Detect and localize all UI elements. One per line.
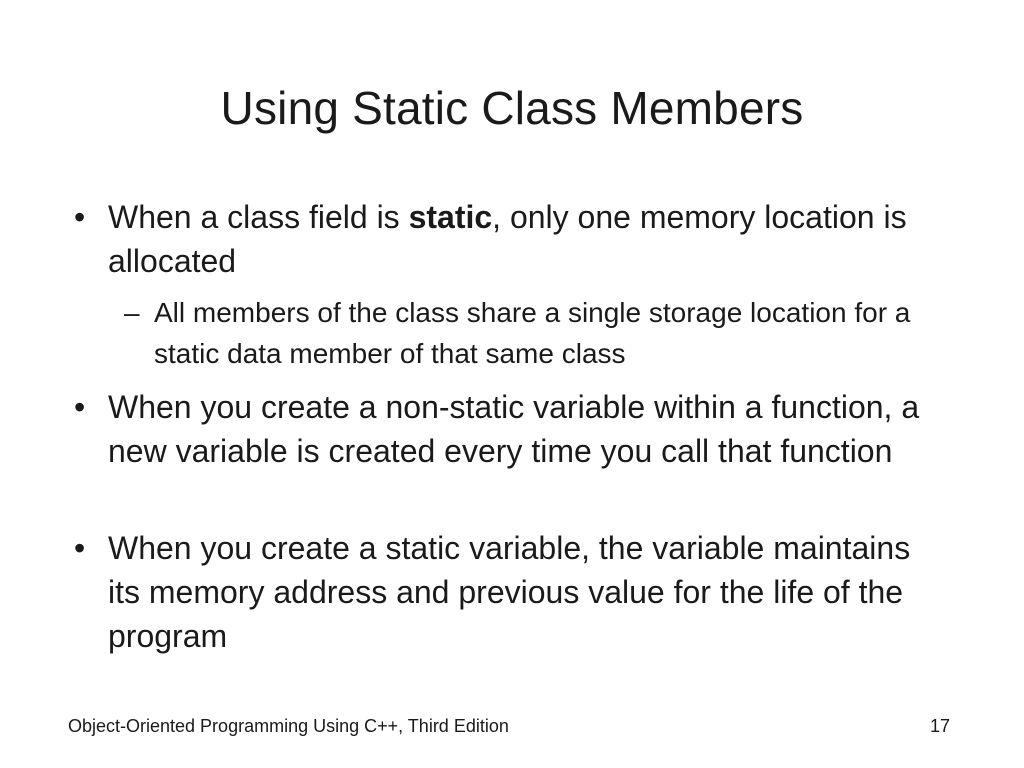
footer-book-title: Object-Oriented Programming Using C++, Third Edition [68, 716, 509, 736]
sub-bullet-marker: – [124, 297, 140, 328]
bullet-text [108, 195, 944, 283]
sub-bullet-text: All members of the class share a single storage location for a static data member of that same class [154, 297, 911, 369]
slide-title: Using Static Class Members [220, 82, 804, 134]
bullet-bold-term: static [408, 199, 493, 235]
bullet-marker: • [74, 389, 86, 425]
sub-bullet-item [124, 292, 954, 374]
page-number: 17 [929, 716, 950, 736]
bullet-item [74, 195, 944, 283]
bullet-text-part: When a class field is [108, 199, 409, 235]
bullet-item [74, 385, 944, 473]
bullet-item [74, 526, 944, 658]
bullet-marker: • [74, 199, 86, 235]
bullet-text: When you create a non-static variable within a function, a new variable is created every time you call that function [108, 389, 920, 469]
bullet-text-part: , only one memory location is allocated [108, 199, 907, 279]
bullet-text: When you create a static variable, the variable maintains its memory address and previous value for the life of the program [108, 530, 911, 654]
bullet-marker: • [74, 530, 86, 566]
